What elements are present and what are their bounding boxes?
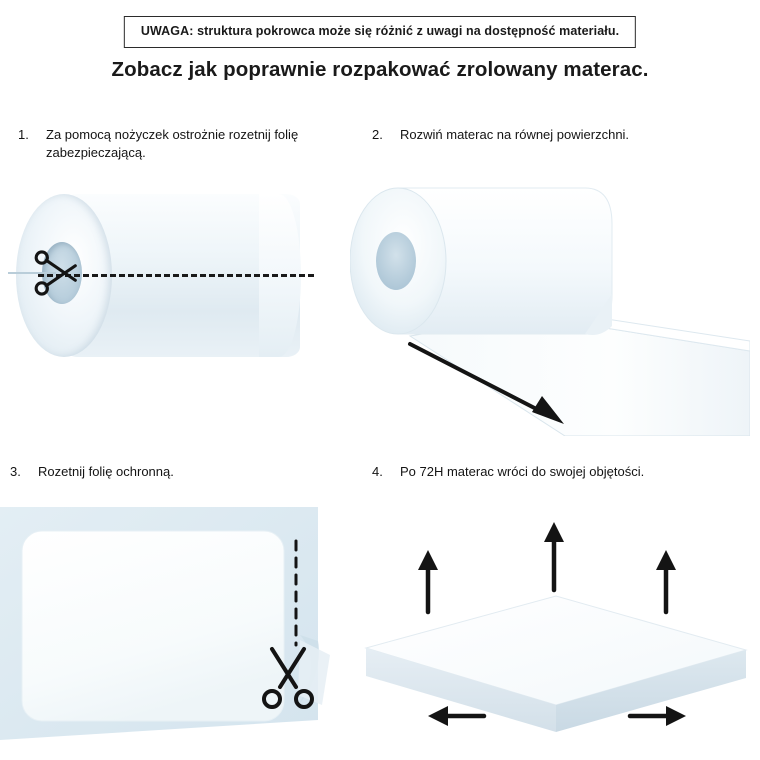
step-1-text: Za pomocą nożyczek ostrożnie rozetnij folię zabezpieczającą. <box>46 127 299 160</box>
step-4-illustration <box>356 500 756 755</box>
page-title: Zobacz jak poprawnie rozpakować zrolowany materac. <box>111 58 649 81</box>
step-3-text: Rozetnij folię ochronną. <box>38 464 174 479</box>
mattress-under-foil <box>22 531 284 721</box>
step-3-number: 3. <box>10 464 21 479</box>
step-1-number: 1. <box>18 127 29 142</box>
step-2-text: Rozwiń materac na równej powierzchni. <box>400 127 630 142</box>
step-4-number: 4. <box>372 464 383 479</box>
step-3-caption <box>10 463 330 481</box>
notice-banner: UWAGA: struktura pokrowca może się różnić z uwagi na dostępność materiału. <box>124 16 636 48</box>
step-3-illustration <box>0 505 345 755</box>
mattress-slab <box>366 596 746 732</box>
scissors-icon <box>30 244 88 302</box>
step-1-illustration <box>8 186 338 366</box>
step-1-caption <box>18 126 328 161</box>
mattress-roll-body <box>350 188 612 335</box>
step-2-illustration <box>350 166 750 436</box>
step-4-caption <box>372 463 712 481</box>
step-4-text: Po 72H materac wróci do swojej objętości. <box>400 464 645 479</box>
step-2-number: 2. <box>372 127 383 142</box>
step-2-caption <box>372 126 702 144</box>
